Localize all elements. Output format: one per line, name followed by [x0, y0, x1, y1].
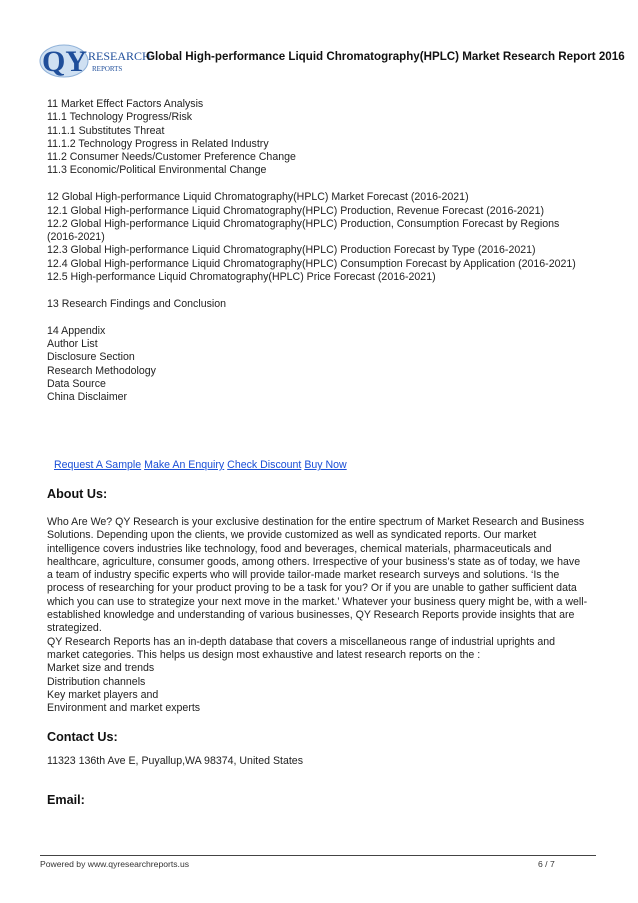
toc-line: 12.5 High-performance Liquid Chromatography(HPLC) Price Forecast (2016-2021) — [47, 271, 436, 284]
svg-text:QY: QY — [42, 45, 87, 78]
about-line: intelligence covers industries like technology, food and beverages, chemical materials, pharmaceuticals and — [47, 542, 552, 555]
about-line: Distribution channels — [47, 675, 146, 688]
toc-line: 12.3 Global High-performance Liquid Chromatography(HPLC) Production Forecast by Type (2016-2021) — [47, 244, 536, 257]
about-line: Environment and market experts — [47, 702, 201, 715]
about-line: QY Research Reports has an in-depth database that covers a miscellaneous range of industrial uprights and — [47, 635, 556, 648]
toc-line: 12.4 Global High-performance Liquid Chromatography(HPLC) Consumption Forecast by Application (2016-2021) — [47, 257, 576, 270]
toc-line: Disclosure Section — [47, 351, 135, 364]
toc-line: Research Methodology — [47, 364, 156, 377]
contact-heading: Contact Us: — [47, 730, 118, 744]
toc-line: 12.2 Global High-performance Liquid Chromatography(HPLC) Production, Consumption Forecast by Regions — [47, 217, 560, 230]
about-line: established knowledge and understanding of various businesses, QY Research Reports provide insights that are — [47, 609, 575, 622]
svg-text:REPORTS: REPORTS — [92, 65, 123, 73]
about-heading: About Us: — [47, 487, 108, 501]
toc-line: Data Source — [47, 377, 106, 390]
toc-line: 11.1.2 Technology Progress in Related Industry — [47, 137, 269, 150]
contact-address: 11323 136th Ave E, Puyallup,WA 98374, United States — [47, 755, 303, 767]
toc-spacer — [47, 311, 617, 325]
check-discount-link[interactable]: Check Discount — [227, 459, 302, 471]
request-sample-link[interactable]: Request A Sample — [54, 459, 142, 471]
toc-line: 11.2 Consumer Needs/Customer Preference Change — [47, 151, 296, 164]
footer-powered-by: Powered by www.qyresearchreports.us — [40, 859, 190, 869]
report-title: Global High-performance Liquid Chromatography(HPLC) Market Research Report 2016 — [146, 50, 625, 63]
about-line: process of researching for your product proving to be a task for you? Or if you are unable to gather sufficient data — [47, 582, 577, 595]
make-enquiry-link[interactable]: Make An Enquiry — [144, 459, 225, 471]
action-links — [54, 459, 347, 471]
about-line: which you can use to strategize your next move in the market.’ Whatever your business query might be, with a well- — [47, 595, 588, 608]
toc-line: 13 Research Findings and Conclusion — [47, 297, 227, 310]
toc-line: 11.1.1 Substitutes Threat — [47, 124, 165, 137]
buy-now-link[interactable]: Buy Now — [304, 459, 347, 471]
toc-line: 11 Market Effect Factors Analysis — [47, 98, 204, 110]
toc-line: 12 Global High-performance Liquid Chromatography(HPLC) Market Forecast (2016-2021) — [47, 191, 469, 204]
page-number: 6 / 7 — [538, 859, 555, 869]
about-line: strategized. — [47, 622, 102, 635]
toc-line: 12.1 Global High-performance Liquid Chromatography(HPLC) Production, Revenue Forecast (2016-2021) — [47, 204, 544, 217]
email-heading: Email: — [47, 793, 85, 807]
table-of-contents — [47, 98, 617, 404]
about-line: Solutions. Depending upon the clients, we provide customized as well as syndicated reports. Our market — [47, 529, 537, 542]
qy-research-logo — [38, 38, 151, 84]
toc-line: Author List — [47, 337, 98, 350]
toc-spacer — [47, 284, 617, 298]
about-line: Who Are We? QY Research is your exclusive destination for the entire spectrum of Market Research and Business — [47, 516, 585, 528]
toc-spacer — [47, 178, 617, 192]
toc-line: 11.1 Technology Progress/Risk — [47, 111, 193, 124]
about-body — [47, 516, 595, 715]
about-line: market categories. This helps us design most exhaustive and latest research reports on the : — [47, 648, 481, 661]
about-line: a team of industry specific experts who will provide tailor-made market research surveys and solutions. ‘Is the — [47, 569, 560, 582]
svg-text:RESEARCH: RESEARCH — [88, 49, 151, 63]
footer-divider — [40, 855, 596, 856]
about-line: Market size and trends — [47, 662, 155, 675]
about-line: healthcare, agriculture, consumer goods, among others. Irrespective of your business’s state as of today, we have — [47, 555, 581, 568]
toc-line: (2016-2021) — [47, 231, 105, 244]
about-line: Key market players and — [47, 688, 159, 701]
toc-line: China Disclaimer — [47, 391, 128, 404]
logo-graphic — [38, 38, 151, 84]
toc-line: 14 Appendix — [47, 324, 106, 337]
toc-line: 11.3 Economic/Political Environmental Change — [47, 164, 267, 177]
